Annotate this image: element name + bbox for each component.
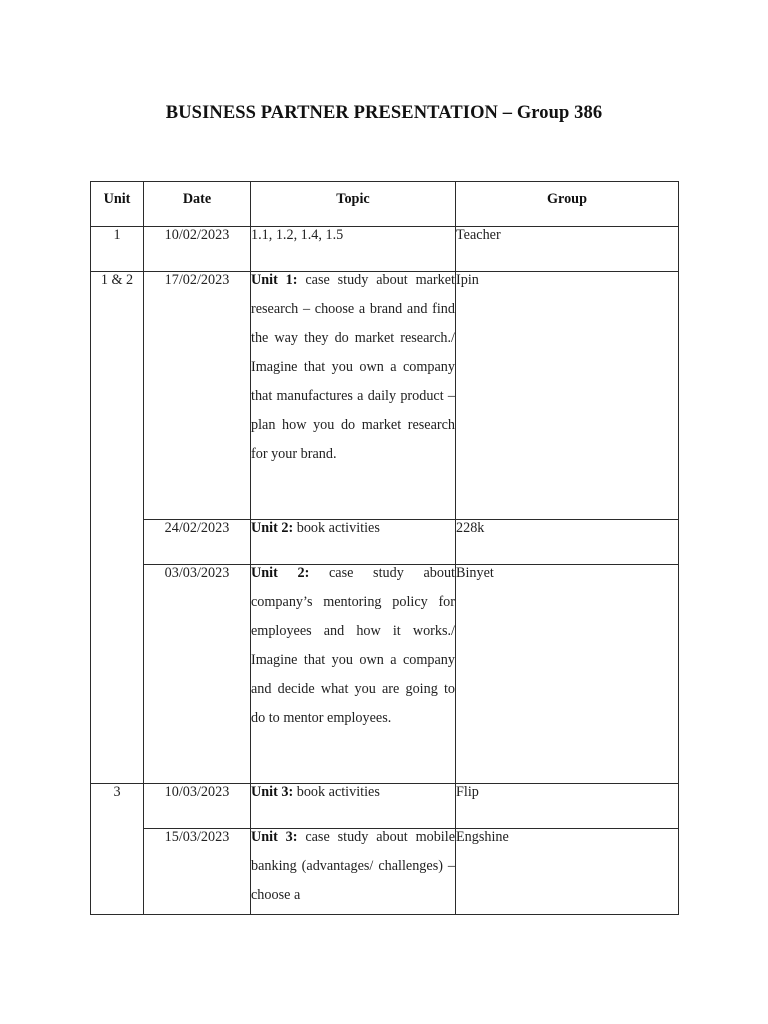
unit-cell: 1 — [91, 227, 144, 272]
table-row — [91, 272, 679, 520]
header-date: Date — [144, 182, 251, 227]
topic-unit-label: Unit 3: — [251, 784, 294, 800]
table-row — [91, 784, 679, 829]
topic-unit-label: Unit 3: — [251, 829, 298, 845]
date-cell: 03/03/2023 — [144, 565, 251, 784]
topic-cell — [251, 784, 456, 829]
topic-paragraph — [251, 559, 455, 733]
group-cell: 228k — [456, 520, 679, 565]
group-cell: Teacher — [456, 227, 679, 272]
topic-text: case study about market research – choose a brand and find the way they do market research./ Imagine that you own a company that manufactures a daily product – plan how you do market research for your brand. — [251, 272, 455, 462]
table-row — [91, 227, 679, 272]
presentation-schedule-table — [90, 181, 679, 915]
date-cell: 10/02/2023 — [144, 227, 251, 272]
topic-cell — [251, 565, 456, 784]
group-cell: Engshine — [456, 829, 679, 915]
table-row — [91, 565, 679, 784]
table-row — [91, 829, 679, 915]
topic-text: case study about company’s mentoring policy for employees and how it works./ Imagine that you own a company and decide what you are going to do to mentor employees. — [251, 565, 455, 726]
topic-paragraph — [251, 823, 455, 910]
group-cell: Binyet — [456, 565, 679, 784]
topic-unit-label: Unit 2: — [251, 565, 310, 581]
table-row — [91, 520, 679, 565]
topic-cell — [251, 829, 456, 915]
topic-text: book activities — [293, 784, 380, 800]
topic-cell — [251, 520, 456, 565]
date-cell: 10/03/2023 — [144, 784, 251, 829]
group-cell: Flip — [456, 784, 679, 829]
unit-cell: 1 & 2 — [91, 272, 144, 784]
page-title: BUSINESS PARTNER PRESENTATION – Group 386 — [165, 103, 603, 123]
unit-cell: 3 — [91, 784, 144, 915]
group-cell: Ipin — [456, 272, 679, 520]
date-cell: 24/02/2023 — [144, 520, 251, 565]
topic-paragraph — [251, 266, 455, 469]
date-cell: 15/03/2023 — [144, 829, 251, 915]
topic-text: book activities — [293, 520, 380, 536]
topic-unit-label: Unit 1: — [251, 272, 298, 288]
table-header-row — [91, 182, 679, 227]
topic-cell — [251, 272, 456, 520]
header-topic: Topic — [251, 182, 456, 227]
date-cell: 17/02/2023 — [144, 272, 251, 520]
topic-unit-label: Unit 2: — [251, 520, 294, 536]
header-group: Group — [456, 182, 679, 227]
topic-cell — [251, 227, 456, 272]
header-unit: Unit — [91, 182, 144, 227]
topic-text: 1.1, 1.2, 1.4, 1.5 — [251, 227, 344, 243]
topic-text: case study about mobile banking (advantages/ challenges) – choose a — [251, 829, 455, 903]
